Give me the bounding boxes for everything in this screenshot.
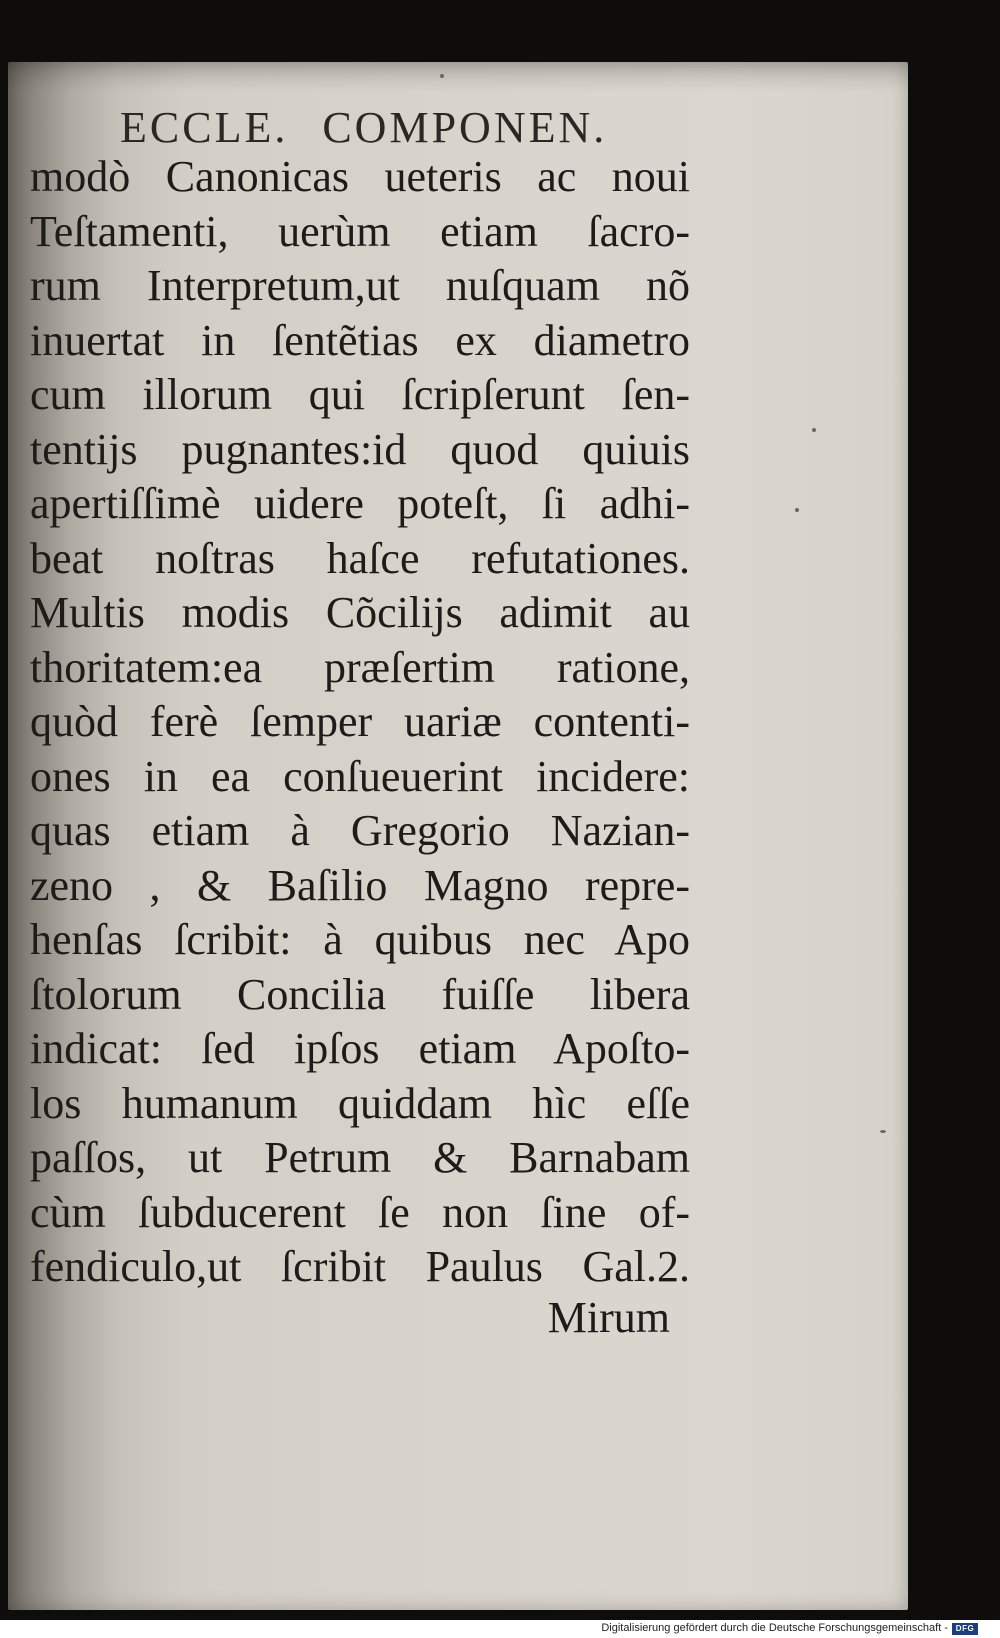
paper-speck: [812, 428, 816, 432]
catchword: Mirum: [547, 1293, 670, 1342]
text-line: ones in ea conſueuerint incidere:: [30, 751, 690, 801]
text-line: fendiculo,ut ſcribit Paulus Gal.2.: [30, 1242, 690, 1291]
text-line: thoritatem:ea præſertim ratione,: [30, 642, 690, 692]
text-line: cùm ſubducerent ſe non ſine of-: [30, 1187, 690, 1237]
body-text: [30, 150, 690, 1295]
text-line: los humanum quiddam hìc eſſe: [30, 1078, 690, 1128]
text-line: Multis modis Cõcilijs adimit au: [30, 588, 690, 637]
text-line: paſſos, ut Petrum & Barnabam: [30, 1133, 690, 1182]
text-line: beat noſtras haſce refutationes.: [30, 533, 690, 583]
text-line: rum Interpretum,ut nuſquam nõ: [30, 261, 690, 310]
paper-speck: [795, 508, 799, 512]
paper-speck: [880, 1130, 886, 1133]
text-line: modò Canonicas ueteris ac noui: [30, 152, 690, 201]
paper-speck: [440, 74, 444, 78]
text-line: Teſtamenti, uerùm etiam ſacro-: [30, 206, 690, 256]
footer-bar: [0, 1620, 1000, 1638]
running-head-left: ECCLE.: [120, 103, 289, 152]
text-line: indicat: ſed ipſos etiam Apoſto-: [30, 1024, 690, 1073]
running-head: [120, 102, 640, 153]
dfg-logo: DFG: [952, 1623, 978, 1635]
text-line: tentijs pugnantes:id quod quiuis: [30, 424, 690, 474]
text-line: inuertat in ſentẽtias ex diametro: [30, 315, 690, 365]
page-top-shadow: [8, 62, 908, 92]
running-head-right: COMPONEN.: [322, 103, 608, 152]
text-line: cum illorum qui ſcripſerunt ſen-: [30, 370, 690, 419]
text-line: ſtolorum Concilia fuiſſe libera: [30, 969, 690, 1019]
text-line: apertiſſimè uidere poteſt, ſi adhi-: [30, 479, 690, 528]
text-line: zeno , & Baſilio Magno repre-: [30, 860, 690, 910]
text-line: quòd ferè ſemper uariæ contenti-: [30, 697, 690, 746]
text-line: henſas ſcribit: à quibus nec Apo: [30, 915, 690, 964]
text-line: quas etiam à Gregorio Nazian-: [30, 806, 690, 855]
funding-credit: Digitalisierung gefördert durch die Deutsche Forschungsgemeinschaft -: [601, 1622, 948, 1634]
